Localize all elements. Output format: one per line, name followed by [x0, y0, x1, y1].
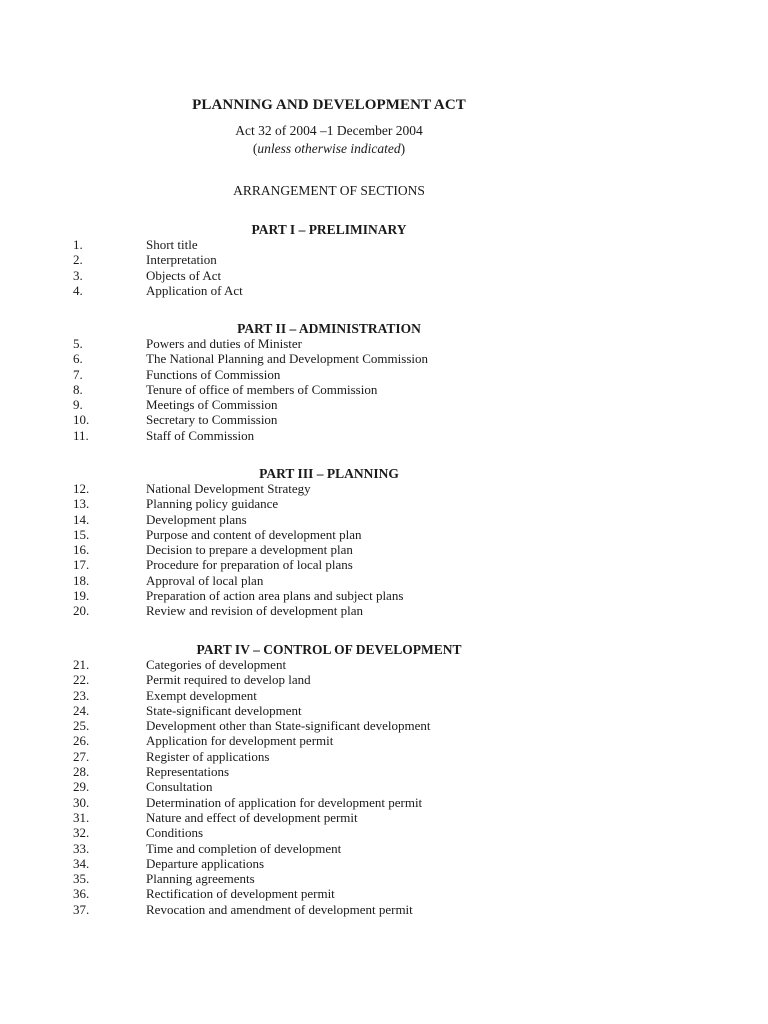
- section-number: 2.: [73, 252, 83, 268]
- section-title: Interpretation: [146, 252, 217, 268]
- section-title: Departure applications: [146, 855, 265, 871]
- section-title: Approval of local plan: [146, 572, 264, 588]
- section-title: Staff of Commission: [146, 427, 255, 443]
- section-title: Meetings of Commission: [146, 397, 278, 413]
- section-title: Rectification of development permit: [146, 886, 335, 902]
- section-number: 21.: [73, 657, 90, 672]
- section-number: 6.: [73, 351, 83, 367]
- section-number: 32.: [73, 825, 90, 841]
- part-heading: PART IV – CONTROL OF DEVELOPMENT: [196, 642, 462, 657]
- section-title: Register of applications: [146, 748, 270, 764]
- section-title: Conditions: [146, 825, 204, 841]
- section-number: 5.: [73, 336, 83, 351]
- section-title: Revocation and amendment of development permit: [146, 901, 413, 917]
- section-number: 8.: [73, 381, 83, 397]
- section-number: 12.: [73, 481, 90, 496]
- section-number: 17.: [73, 557, 90, 573]
- document-title: PLANNING AND DEVELOPMENT ACT: [192, 97, 466, 113]
- section-number: 25.: [73, 718, 90, 734]
- section-number: 4.: [73, 282, 83, 298]
- section-number: 34.: [73, 855, 90, 871]
- part-heading: PART I – PRELIMINARY: [251, 222, 407, 237]
- section-number: 1.: [73, 237, 83, 252]
- section-title: State-significant development: [146, 702, 302, 718]
- section-number: 26.: [73, 733, 90, 749]
- note-close-paren: ): [400, 141, 406, 156]
- section-title: Development plans: [146, 511, 247, 527]
- arrangement-heading: ARRANGEMENT OF SECTIONS: [233, 183, 425, 198]
- section-title: Time and completion of development: [146, 840, 342, 856]
- section-number: 27.: [73, 748, 90, 764]
- section-title: Powers and duties of Minister: [146, 336, 302, 351]
- applicability-note: [0, 141, 658, 157]
- section-title: The National Planning and Development Commission: [146, 351, 428, 367]
- section-number: 35.: [73, 871, 90, 887]
- section-title: Tenure of office of members of Commission: [146, 381, 378, 397]
- section-title: Procedure for preparation of local plans: [146, 557, 353, 573]
- section-title: Application of Act: [146, 282, 243, 298]
- section-number: 28.: [73, 764, 90, 780]
- section-number: 14.: [73, 511, 90, 527]
- section-number: 29.: [73, 779, 90, 795]
- section-number: 16.: [73, 542, 90, 558]
- section-number: 37.: [73, 901, 90, 917]
- section-title: Planning policy guidance: [146, 496, 279, 512]
- section-title: Short title: [146, 237, 198, 252]
- note-italic-text: unless otherwise indicated: [257, 141, 401, 156]
- section-number: 11.: [73, 427, 89, 443]
- section-title: Application for development permit: [146, 733, 334, 749]
- section-number: 24.: [73, 702, 90, 718]
- section-title: Nature and effect of development permit: [146, 809, 358, 825]
- section-number: 36.: [73, 886, 90, 902]
- section-title: Preparation of action area plans and subject plans: [146, 588, 404, 604]
- section-title: Objects of Act: [146, 267, 222, 283]
- section-title: Planning agreements: [146, 871, 255, 887]
- section-number: 22.: [73, 672, 90, 688]
- section-title: Representations: [146, 764, 230, 780]
- section-title: Development other than State-significant development: [146, 718, 431, 734]
- section-title: Purpose and content of development plan: [146, 526, 362, 542]
- section-title: Decision to prepare a development plan: [146, 542, 353, 558]
- part-heading: PART III – PLANNING: [259, 466, 399, 481]
- section-title: Determination of application for development permit: [146, 794, 423, 810]
- section-title: Consultation: [146, 779, 213, 795]
- section-title: Secretary to Commission: [146, 412, 278, 428]
- section-title: Review and revision of development plan: [146, 603, 363, 619]
- section-number: 13.: [73, 496, 90, 512]
- section-number: 10.: [73, 412, 90, 428]
- section-title: Categories of development: [146, 657, 287, 672]
- part-heading: PART II – ADMINISTRATION: [237, 321, 421, 336]
- section-title: National Development Strategy: [146, 481, 311, 496]
- section-number: 23.: [73, 687, 90, 703]
- section-number: 20.: [73, 603, 90, 619]
- section-number: 31.: [73, 809, 90, 825]
- section-number: 18.: [73, 572, 90, 588]
- section-number: 15.: [73, 526, 90, 542]
- section-number: 7.: [73, 366, 83, 382]
- section-title: Permit required to develop land: [146, 672, 311, 688]
- section-title: Exempt development: [146, 687, 257, 703]
- section-title: Functions of Commission: [146, 366, 281, 382]
- act-subtitle: Act 32 of 2004 –1 December 2004: [235, 123, 423, 138]
- section-number: 33.: [73, 840, 90, 856]
- note-open-paren: (: [252, 141, 258, 156]
- section-number: 9.: [73, 397, 83, 413]
- section-number: 19.: [73, 588, 90, 604]
- section-number: 30.: [73, 794, 90, 810]
- section-number: 3.: [73, 267, 83, 283]
